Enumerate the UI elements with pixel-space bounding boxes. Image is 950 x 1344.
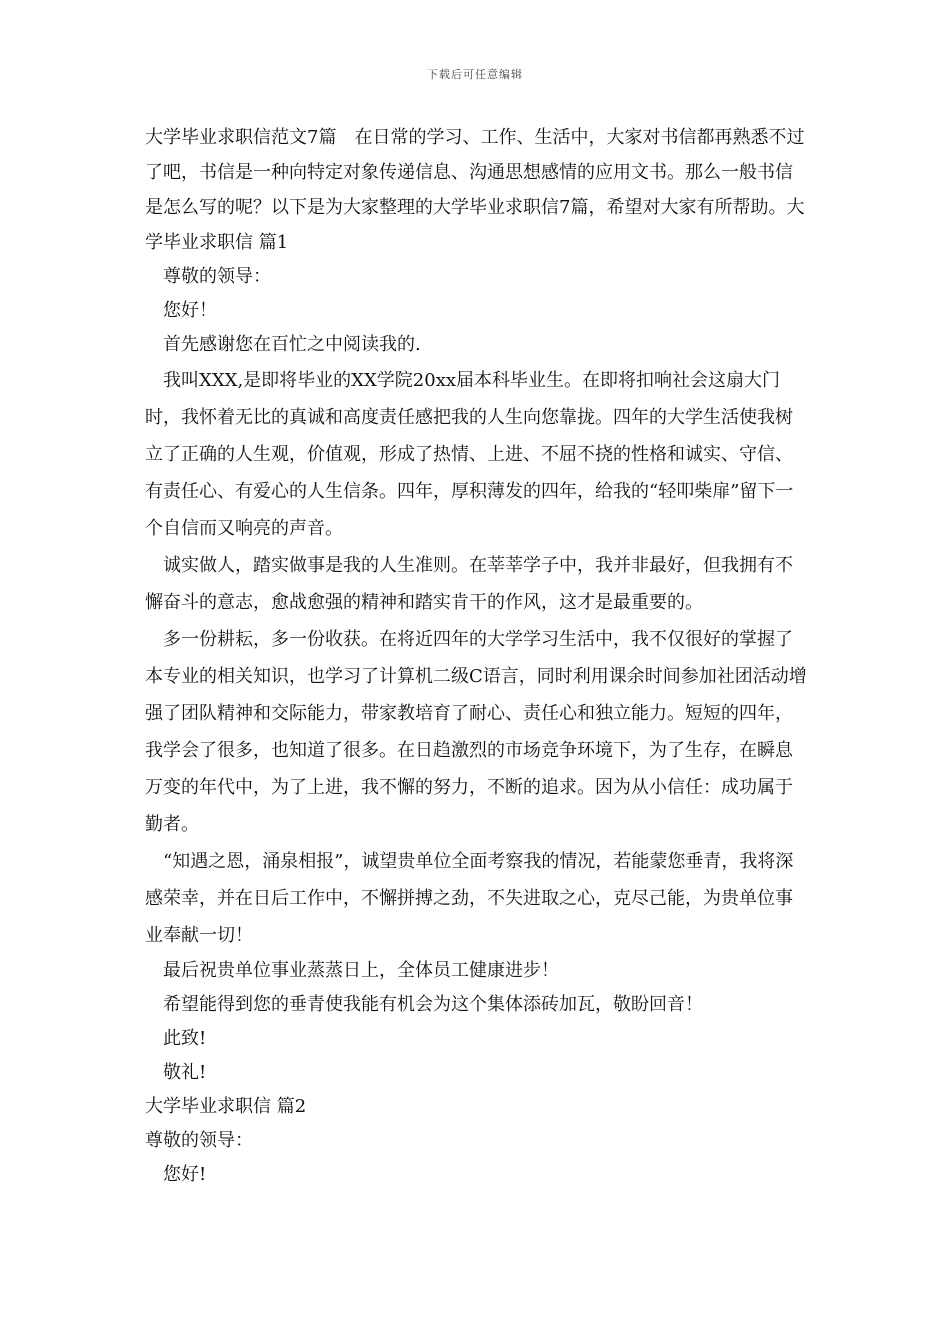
closing-line-1: 此致!: [163, 1028, 207, 1049]
hope-paragraph: 希望能得到您的垂青使我能有机会为这个集体添砖加瓦，敬盼回音！: [163, 994, 703, 1015]
greeting: 您好！: [163, 300, 217, 321]
closing-line-2: 敬礼!: [163, 1062, 207, 1083]
wish-paragraph: 最后祝贵单位事业蒸蒸日上，全体员工健康进步！: [163, 960, 559, 981]
harvest-paragraph: 多一份耕耘，多一份收获。在将近四年的大学学习生活中，我不仅很好的掌握了本专业的相关知识，也学习了计算机二级C语言，同时利用课余时间参加社团活动增强了团队精神和交际能力，带家教培育了耐心、责任心和独立能力。短短的四年，我学会了很多，也知道了很多。在日趋激烈的市场竞争环境下，为了生存，在瞬息万变的年代中，为了上进，我不懈的努力，不断的追求。因为从小信任：成功属于勤者。: [145, 629, 807, 835]
section-title-2: 大学毕业求职信 篇2: [145, 1096, 307, 1117]
greeting-2: 您好!: [163, 1164, 207, 1185]
salutation: 尊敬的领导：: [163, 266, 271, 287]
principle-paragraph: 诚实做人，踏实做事是我的人生准则。在莘莘学子中，我并非最好，但我拥有不懈奋斗的意志，愈战愈强的精神和踏实肯干的作风，这才是最重要的。: [145, 555, 793, 613]
thanks-paragraph: 首先感谢您在百忙之中阅读我的.: [163, 334, 421, 355]
gratitude-paragraph: “知遇之恩，涌泉相报”，诚望贵单位全面考察我的情况，若能蒙您垂青，我将深感荣幸，并在日后工作中，不懈拼搏之劲，不失进取之心，克尽己能，为贵单位事业奉献一切！: [145, 851, 794, 946]
document-body: [145, 120, 810, 1192]
intro-paragraph: 大学毕业求职信范文7篇 在日常的学习、工作、生活中，大家对书信都再熟悉不过了吧，书信是一种向特定对象传递信息、沟通思想感情的应用文书。那么一般书信是怎么写的呢？以下是为大家整理的大学毕业求职信7篇，希望对大家有所帮助。大学毕业求职信 篇1: [145, 127, 805, 253]
page-header: 下载后可任意编辑: [427, 68, 523, 81]
self-introduction-paragraph: 我叫XXX,是即将毕业的XX学院20xx届本科毕业生。在即将扣响社会这扇大门时，我怀着无比的真诚和高度责任感把我的人生向您靠拢。四年的大学生活使我树立了正确的人生观，价值观，形成了热情、上进、不屈不挠的性格和诚实、守信、有责任心、有爱心的人生信条。四年，厚积薄发的四年，给我的“轻叩柴扉”留下一个自信而又响亮的声音。: [145, 370, 794, 539]
salutation-2: 尊敬的领导：: [145, 1130, 253, 1151]
